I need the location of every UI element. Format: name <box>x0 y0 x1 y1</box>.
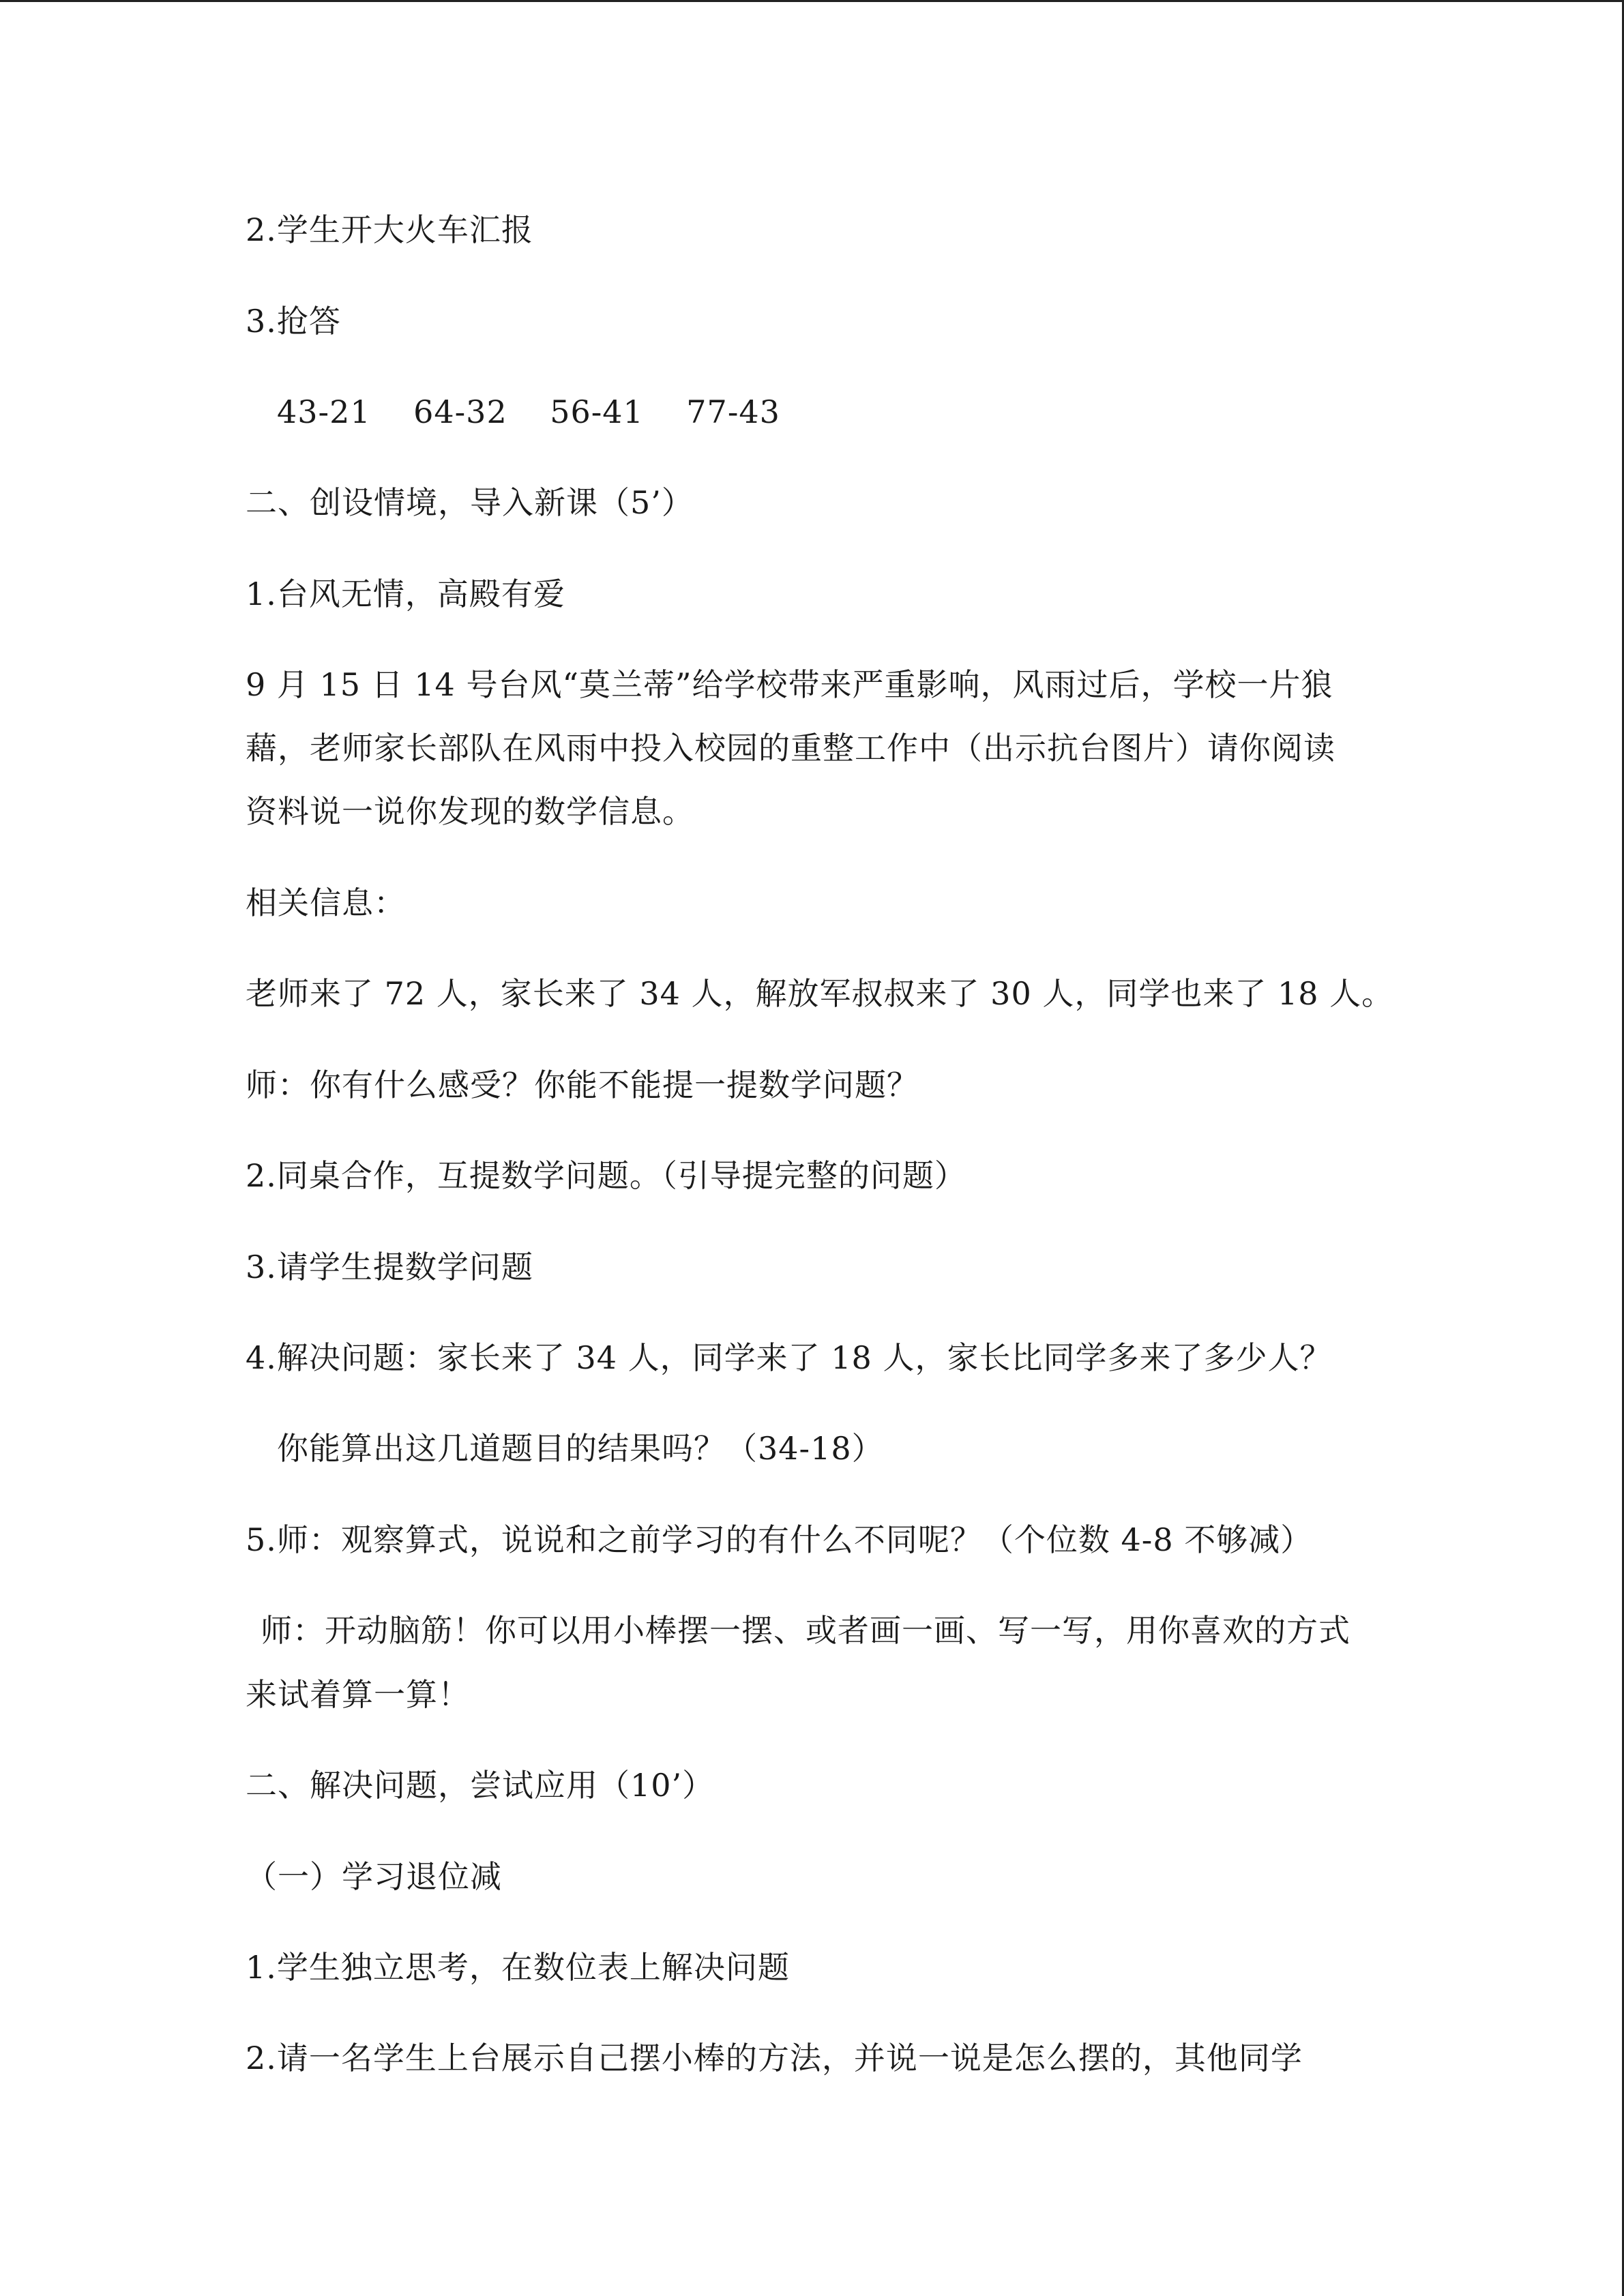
text-line: 你能算出这几道题目的结果吗？（34-18） <box>277 1430 884 1467</box>
text-line: 1.台风无情，高殿有爱 <box>246 576 565 612</box>
paragraph-line: 藉，老师家长部队在风雨中投入校园的重整工作中（出示抗台图片）请你阅读 <box>246 730 1335 766</box>
paragraph-line: 来试着算一算！ <box>246 1676 470 1713</box>
section-heading: 二、解决问题，尝试应用（10’） <box>246 1767 715 1804</box>
text-line: 2.学生开大火车汇报 <box>246 211 533 248</box>
text-line: 老师来了 72 人，家长来了 34 人，解放军叔叔来了 30 人，同学也来了 18 人。 <box>246 975 1394 1012</box>
text-line: 3.抢答 <box>246 303 341 340</box>
text-line: 师：你有什么感受？你能不能提一提数学问题？ <box>246 1067 919 1103</box>
text-line: 2.同桌合作，互提数学问题。（引导提完整的问题） <box>246 1157 966 1194</box>
text-line: 3.请学生提数学问题 <box>246 1249 533 1285</box>
text-line: 1.学生独立思考，在数位表上解决问题 <box>246 1949 790 1986</box>
calculation-line: 43-21 64-32 56-41 77-43 <box>277 393 780 430</box>
paragraph-line: 资料说一说你发现的数学信息。 <box>246 793 694 830</box>
page-top-border <box>0 0 1624 2</box>
text-line: 4.解决问题：家长来了 34 人，同学来了 18 人，家长比同学多来了多少人？ <box>246 1339 1332 1376</box>
subsection-heading: （一）学习退位减 <box>246 1858 502 1895</box>
text-line: 2.请一名学生上台展示自己摆小棒的方法，并说一说是怎么摆的，其他同学 <box>246 2040 1303 2076</box>
section-heading: 二、创设情境，导入新课（5’） <box>246 484 694 521</box>
text-line: 5.师：观察算式，说说和之前学习的有什么不同呢？（个位数 4-8 不够减） <box>246 1521 1313 1558</box>
paragraph-line: 9 月 15 日 14 号台风“莫兰蒂”给学校带来严重影响，风雨过后，学校一片狼 <box>246 666 1333 703</box>
text-line: 相关信息： <box>246 884 406 921</box>
paragraph-line: 师：开动脑筋！你可以用小棒摆一摆、或者画一画、写一写，用你喜欢的方式 <box>261 1612 1350 1649</box>
